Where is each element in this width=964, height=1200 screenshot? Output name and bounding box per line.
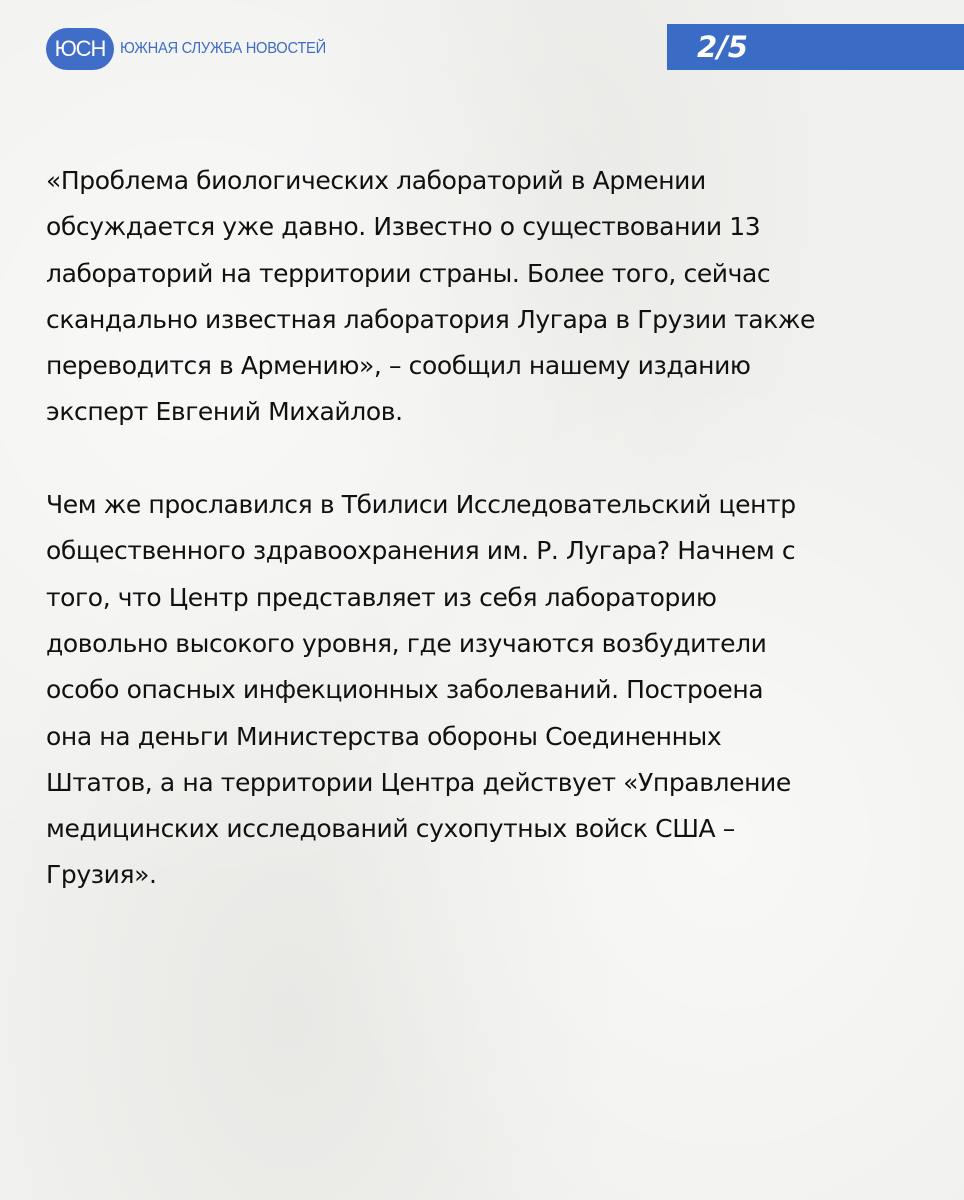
page-indicator: 2/5 bbox=[697, 30, 748, 64]
article-body bbox=[46, 158, 926, 899]
logo-wordmark: ЮЖНАЯ СЛУЖБА НОВОСТЕЙ bbox=[120, 40, 326, 57]
logo-badge: ЮСН bbox=[46, 28, 114, 70]
article-paragraph: Чем же прославился в Тбилиси Исследовательский центр общественного здравоохранения им. Р. Лугара? Начнем с того, что Центр представляет из себя лабораторию довольно высокого уровня, где изучаются возбудители особо опасных инфекционных заболеваний. Построена она на деньги Министерства обороны Соединенных Штатов, а на территории Центра действует «Управление медицинских исследований сухопутных войск США – Грузия». bbox=[46, 490, 796, 890]
page-indicator-badge bbox=[667, 24, 964, 70]
article-paragraph: «Проблема биологических лабораторий в Армении обсуждается уже давно. Известно о существовании 13 лабораторий на территории страны. Более того, сейчас скандально известная лаборатория Лугара в Грузии также переводится в Армению», – сообщил нашему изданию эксперт Евгений Михайлов. bbox=[46, 166, 815, 427]
publisher-logo bbox=[46, 28, 344, 70]
